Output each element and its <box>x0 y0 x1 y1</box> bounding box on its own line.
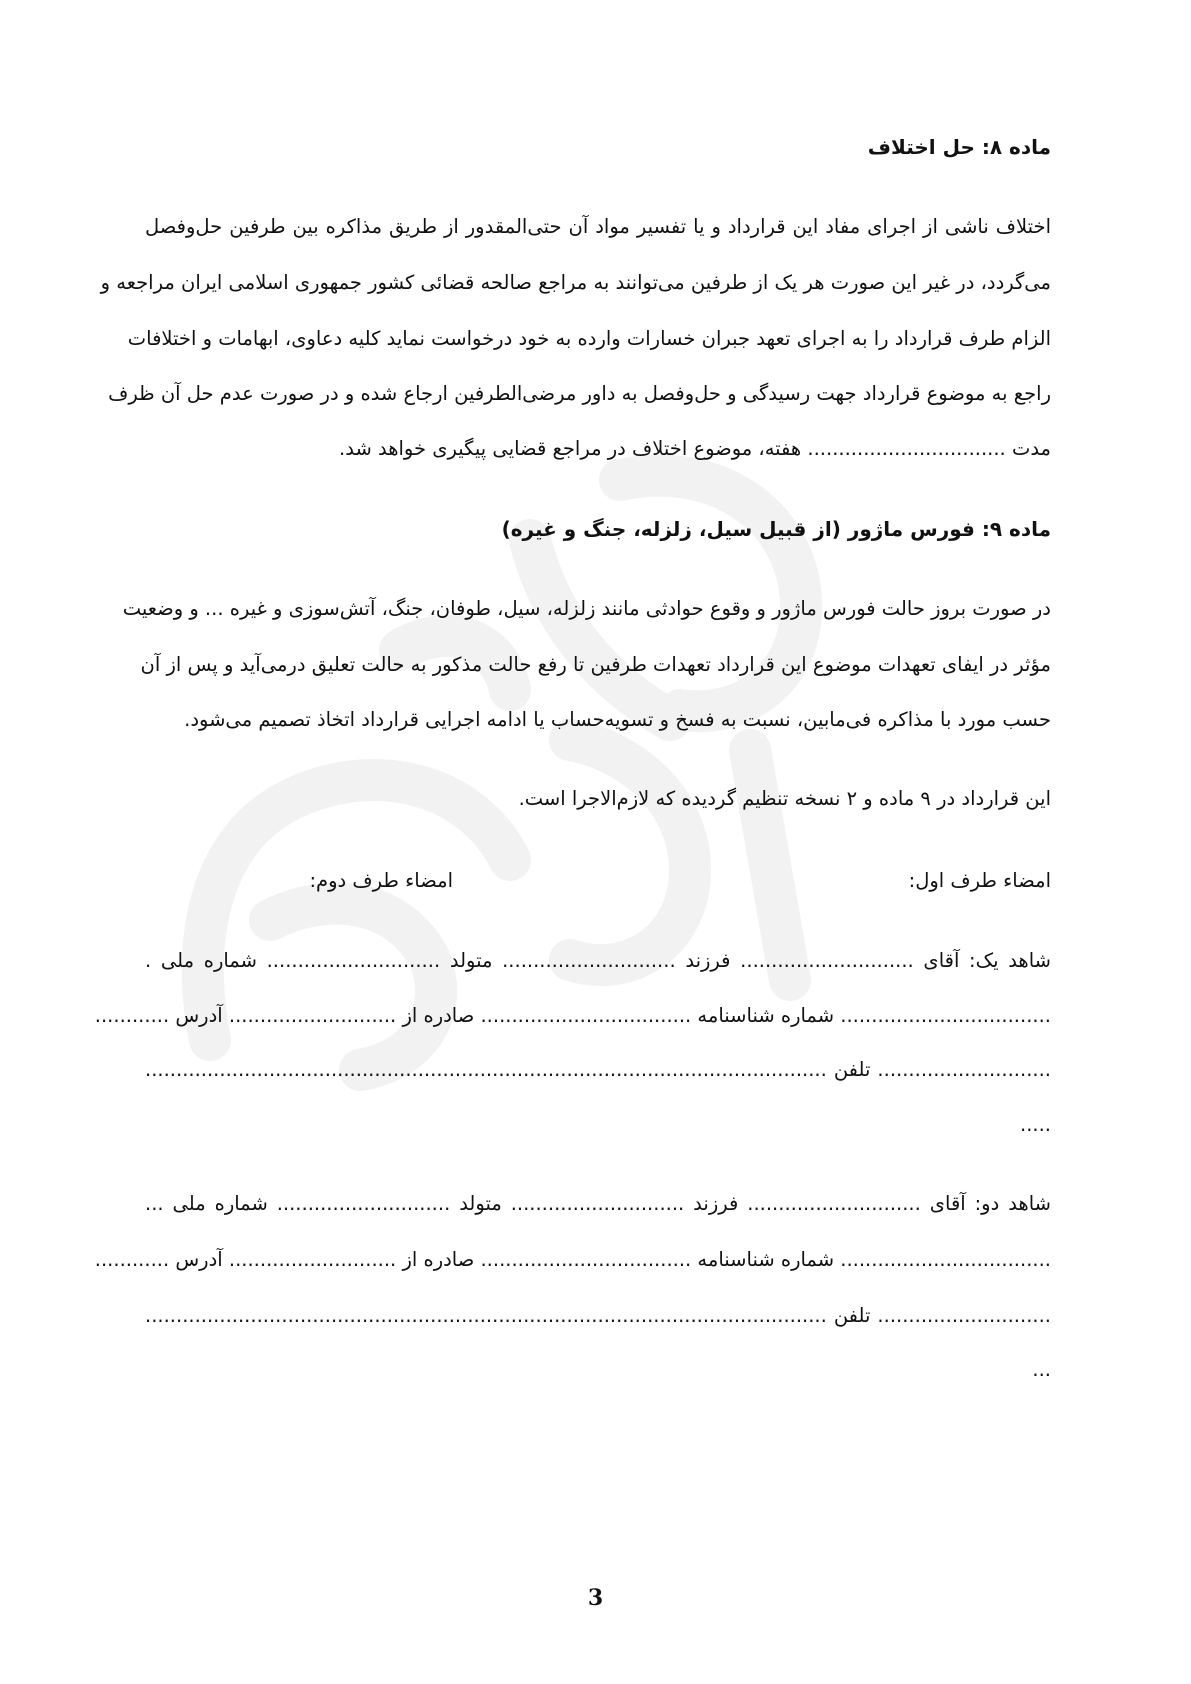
section-8-line-2: می‌گردد، در غیر این صورت هر یک از طرفین می‌توانند به مراجع صالحه قضائی کشور جمهوری اسلامی ایران مراجعه و <box>100 271 1051 294</box>
section-8-line-3: الزام طرف قرارداد را به اجرای تعهد جبران خسارات وارده به خود درخواست نماید کلیه دعاوی، ابهامات و اختلافات <box>127 327 1051 350</box>
witness-2-line-3: ............................ تلفن .............................................................................................................. <box>145 1304 1051 1327</box>
signature-party-1: امضاء طرف اول: <box>908 869 1051 892</box>
section-8-line-5: مدت ................................ هفته، موضوع اختلاف در مراجع قضایی پیگیری خواهد شد. <box>339 437 1051 460</box>
witness-2-line-1: شاهد دو: آقای ............................ فرزند ............................ متولد ............................ شماره ملی ... <box>145 1192 1051 1215</box>
page-number: 3 <box>587 1585 604 1611</box>
witness-1-line-2: .................................. شماره شناسنامه .................................. صادره از ........................... آدرس ............ <box>94 1004 1051 1027</box>
section-9-line-1: در صورت بروز حالت فورس ماژور و وقوع حوادثی مانند زلزله، سیل، طوفان، جنگ، آتش‌سوزی و غیره ... و وضعیت <box>122 597 1051 620</box>
section-8-line-1: اختلاف ناشی از اجرای مفاد این قرارداد و یا تفسیر مواد آن حتی‌المقدور از طریق مذاکره بین طرفین حل‌وفصل <box>145 215 1051 238</box>
section-8-heading: ماده ۸: حل اختلاف <box>867 135 1051 159</box>
witness-2-line-4: ... <box>1032 1358 1051 1381</box>
witness-1-line-3: ............................ تلفن .............................................................................................................. <box>145 1058 1051 1081</box>
section-9-heading: ماده ۹: فورس ماژور (از قبیل سیل، زلزله، جنگ و غیره) <box>501 517 1051 541</box>
section-9-line-2: مؤثر در ایفای تعهدات موضوع این قرارداد تعهدات طرفین تا رفع حالت مذکور به حالت تعلیق درمی‌آید و پس از آن <box>140 653 1051 676</box>
section-9-line-3: حسب مورد با مذاکره فی‌مابین، نسبت به فسخ و تسویه‌حساب یا ادامه اجرایی قرارداد اتخاذ تصمیم می‌شود. <box>184 708 1051 731</box>
closing-statement: این قرارداد در ۹ ماده و ۲ نسخه تنظیم گردیده که لازم‌الاجرا است. <box>518 787 1051 810</box>
witness-1-line-1: شاهد یک: آقای ............................ فرزند ............................ متولد ............................ شماره ملی . <box>145 949 1051 972</box>
witness-1-line-4: ..... <box>1020 1113 1051 1136</box>
signature-party-2: امضاء طرف دوم: <box>309 869 453 892</box>
section-8-line-4: راجع به موضوع قرارداد جهت رسیدگی و حل‌وفصل به داور مرضی‌الطرفین ارجاع شده و در صورت عدم حل آن ظرف <box>108 382 1051 405</box>
witness-2-line-2: .................................. شماره شناسنامه .................................. صادره از ........................... آدرس ............ <box>94 1248 1051 1271</box>
